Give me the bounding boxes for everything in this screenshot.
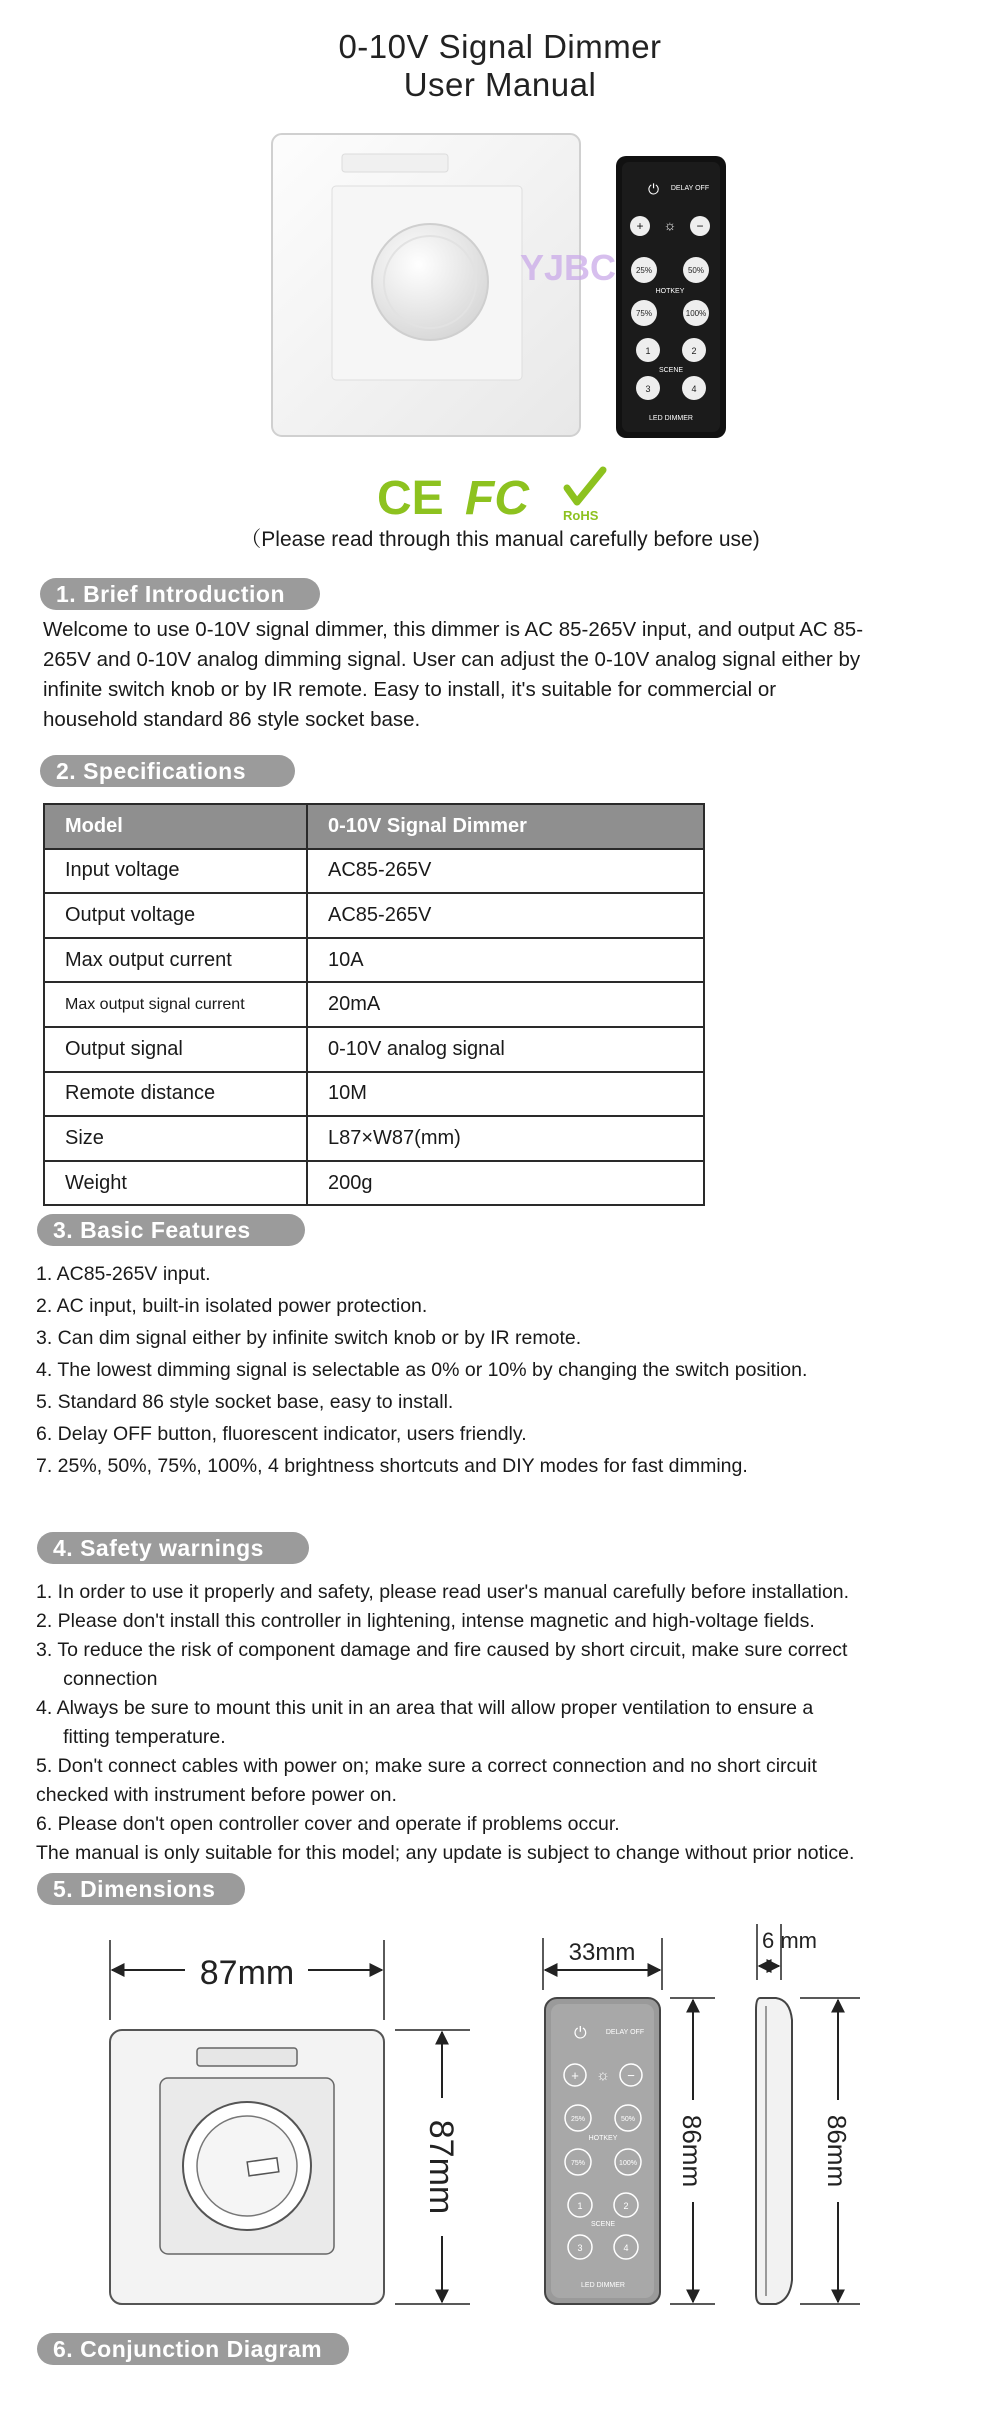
table-row: Remote distance 10M <box>44 1072 704 1117</box>
list-item: 6. Delay OFF button, fluorescent indicator, users friendly. <box>36 1423 527 1445</box>
side-height-label: 86mm <box>822 2114 852 2188</box>
power-icon: ⏻ <box>574 2025 587 2042</box>
table-row: Output signal 0-10V analog signal <box>44 1027 704 1072</box>
svg-text:+: + <box>636 219 644 233</box>
remote-brand-label: LED DIMMER <box>649 415 693 422</box>
panel-width-label: 87mm <box>199 1954 295 1992</box>
section-heading-features: 3. Basic Features <box>37 1214 305 1246</box>
section-heading-specifications: 2. Specifications <box>40 755 295 787</box>
list-item: 2. AC input, built-in isolated power protection. <box>36 1295 428 1317</box>
list-item: 5. Standard 86 style socket base, easy to install. <box>36 1391 454 1413</box>
power-icon: ⏻ <box>648 181 660 197</box>
svg-text:25%: 25% <box>635 266 653 275</box>
remote-hotkey-label: HOTKEY <box>655 288 685 295</box>
rohs-check-icon <box>567 470 603 502</box>
section-heading-introduction: 1. Brief Introduction <box>40 578 320 610</box>
title-line-1: 0-10V Signal Dimmer <box>338 28 662 65</box>
certification-logos <box>375 464 625 524</box>
remote-width-label: 33mm <box>568 1939 636 1966</box>
list-item: 1. AC85-265V input. <box>36 1263 211 1285</box>
notice-text: The manual is only suitable for this model; any update is subject to change without prior notice. <box>36 1842 855 1864</box>
knob-image <box>372 224 488 340</box>
table-row: Input voltage AC85-265V <box>44 849 704 894</box>
section-heading-safety: 4. Safety warnings <box>37 1532 309 1564</box>
svg-text:50%: 50% <box>687 266 705 275</box>
panel-front-view <box>110 1940 470 2304</box>
specifications-table <box>43 803 705 1206</box>
list-item: fitting temperature. <box>36 1726 226 1748</box>
remote-scene-label: SCENE <box>590 2221 616 2228</box>
svg-text:75%: 75% <box>635 309 653 318</box>
svg-text:3: 3 <box>645 384 651 394</box>
remote-scene-label: SCENE <box>658 367 684 374</box>
table-row: Output voltage AC85-265V <box>44 893 704 938</box>
dimensions-diagram <box>0 1910 1000 2320</box>
table-row: Weight 200g <box>44 1161 704 1206</box>
section-heading-dimensions: 5. Dimensions <box>37 1873 245 1905</box>
title-line-2: User Manual <box>403 66 597 103</box>
remote-brand-label: LED DIMMER <box>581 2282 625 2289</box>
svg-text:−: − <box>627 2068 635 2083</box>
list-item: 3. Can dim signal either by infinite switch knob or by IR remote. <box>36 1327 582 1349</box>
ce-mark: CE <box>377 472 444 524</box>
introduction-text: Welcome to use 0-10V signal dimmer, this dimmer is AC 85-265V input, and output AC 85- 265V and 0-10V analog dimming signal. User can adjust the 0-10V analog signal either by infinite switch knob or by IR remote. Easy to install, it's suitable for commercial or household standard 86 style socket base. <box>43 618 864 731</box>
svg-text:−: − <box>696 219 704 233</box>
svg-text:75%: 75% <box>570 2160 586 2167</box>
list-item: 5. Don't connect cables with power on; make sure a correct connection and no short circuit <box>36 1755 817 1777</box>
read-manual-caption: （Please read through this manual carefully before use) <box>240 528 760 551</box>
panel-height-label: 87mm <box>422 2119 460 2215</box>
svg-text:100%: 100% <box>619 2160 637 2167</box>
remote-delay-label: DELAY OFF <box>670 185 710 192</box>
svg-text:1: 1 <box>645 346 651 356</box>
remote-front-view <box>543 1938 715 2304</box>
sun-icon: ☼ <box>663 217 677 233</box>
sun-icon: ☼ <box>596 2067 610 2084</box>
svg-text:+: + <box>571 2068 579 2083</box>
page-title <box>0 28 1000 104</box>
table-row: Model 0-10V Signal Dimmer <box>44 804 704 849</box>
list-item: checked with instrument before power on. <box>36 1784 397 1806</box>
svg-text:2: 2 <box>623 2201 629 2211</box>
list-item: 4. The lowest dimming signal is selectable as 0% or 10% by changing the switch position. <box>36 1359 808 1381</box>
section-heading-conjunction: 6. Conjunction Diagram <box>37 2333 349 2365</box>
svg-text:2: 2 <box>691 346 697 356</box>
table-row: Max output current 10A <box>44 938 704 983</box>
list-item: 2. Please don't install this controller in lightening, intense magnetic and high-voltage fields. <box>36 1610 815 1632</box>
svg-text:4: 4 <box>691 384 697 394</box>
svg-text:3: 3 <box>577 2243 583 2253</box>
remote-delay-label: DELAY OFF <box>605 2029 645 2036</box>
remote-hotkey-label: HOTKEY <box>588 2135 618 2142</box>
list-item: connection <box>36 1668 158 1690</box>
list-item: 3. To reduce the risk of component damage and fire caused by short circuit, make sure correct <box>36 1639 848 1661</box>
svg-text:100%: 100% <box>685 309 707 318</box>
svg-text:50%: 50% <box>620 2116 636 2123</box>
remote-height-label: 86mm <box>677 2114 707 2188</box>
table-row: Max output signal current 20mA <box>44 982 704 1027</box>
list-item: 6. Please don't open controller cover and operate if problems occur. <box>36 1813 620 1835</box>
product-photo <box>270 130 740 445</box>
svg-text:25%: 25% <box>570 2116 586 2123</box>
list-item: 1. In order to use it properly and safety, please read user's manual carefully before installation. <box>36 1581 850 1603</box>
remote-side-view <box>756 1924 860 2304</box>
svg-text:1: 1 <box>577 2201 583 2211</box>
remote-depth-label: 6 mm <box>762 1928 817 1953</box>
rohs-mark: RoHS <box>563 508 599 523</box>
svg-text:4: 4 <box>623 2243 629 2253</box>
list-item: 4. Always be sure to mount this unit in an area that will allow proper ventilation to ensure a <box>36 1697 814 1719</box>
list-item: 7. 25%, 50%, 75%, 100%, 4 brightness shortcuts and DIY modes for fast dimming. <box>36 1455 748 1477</box>
fc-mark: FC <box>465 472 529 524</box>
watermark-text: YJBC <box>520 247 617 288</box>
table-row: Size L87×W87(mm) <box>44 1116 704 1161</box>
remote-image <box>616 156 726 438</box>
